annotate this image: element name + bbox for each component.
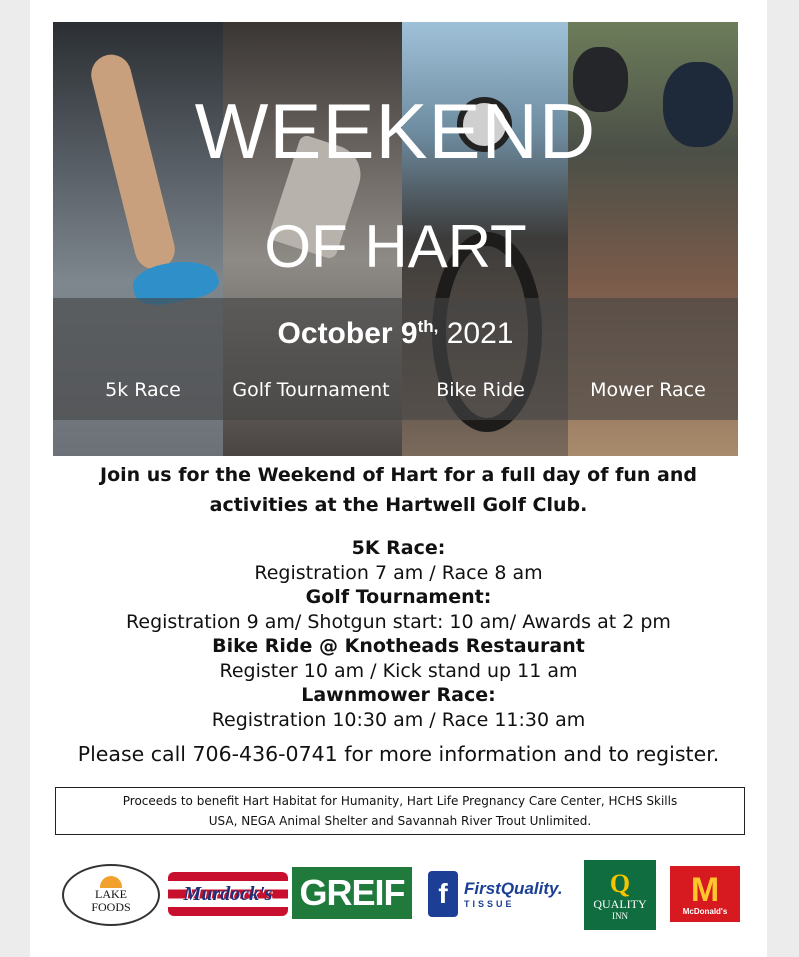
hero-title-line1: WEEKEND [194,87,597,175]
event-label-golf: Golf Tournament [232,379,390,401]
first-quality-icon: f [428,871,458,917]
proceeds-line2: USA, NEGA Animal Shelter and Savannah River Trout Unlimited. [208,814,592,828]
event-schedule [30,536,767,732]
intro-line1: Join us for the Weekend of Hart for a full day of fun and [100,464,697,486]
contact-line [30,742,767,766]
first-quality-subtext: TISSUE [464,899,515,909]
hero-banner [53,22,738,456]
date-suffix: th, [417,317,439,336]
murdocks-logo [168,872,288,916]
event-label-mower: Mower Race [590,379,706,401]
schedule-heading-mower: Lawnmower Race: [301,684,496,706]
greif-logo [292,867,412,919]
first-quality-logo [428,868,568,920]
intro-line2: activities at the Hartwell Golf Club. [209,494,588,516]
schedule-heading-bike: Bike Ride @ Knotheads Restaurant [212,635,585,657]
golden-arches-icon: M [690,870,720,909]
proceeds-line1: Proceeds to benefit Hart Habitat for Humanity, Hart Life Pregnancy Care Center, HCHS Skills [122,794,678,808]
mcdonalds-text: McDonald's [682,906,728,916]
event-label-bike: Bike Ride [436,379,525,401]
mcdonalds-logo [670,866,740,922]
contact-prefix: Please call [77,742,186,766]
lake-foods-text-2: FOODS [91,900,131,914]
schedule-detail-golf: Registration 9 am/ Shotgun start: 10 am/ Awards at 2 pm [126,610,671,633]
quality-inn-mark: Q [609,868,631,898]
first-quality-text: FirstQuality. [464,879,563,898]
murdocks-text: Murdock's [183,882,273,905]
schedule-heading-golf: Golf Tournament: [305,586,492,608]
contact-phone-text: 706-436-0741 for more information and to register. [185,742,720,766]
quality-inn-text-2: INN [612,910,628,921]
quality-inn-logo [584,860,656,930]
hero-title-line2: OF HART [264,213,527,280]
lake-foods-logo [62,864,160,926]
quality-inn-text-1: QUALITY [593,896,647,911]
schedule-detail-bike: Register 10 am / Kick stand up 11 am [219,659,578,682]
schedule-detail-5k: Registration 7 am / Race 8 am [254,561,543,584]
date-year: 2021 [438,317,514,350]
event-date [53,317,738,351]
schedule-detail-mower: Registration 10:30 am / Race 11:30 am [211,708,586,731]
lake-foods-text-1: LAKE [95,887,127,901]
intro-text [30,460,767,520]
schedule-heading-5k: 5K Race: [351,537,446,559]
event-label-5k: 5k Race [105,379,181,401]
proceeds-box [55,787,745,835]
greif-text: GREIF [299,872,405,913]
date-month-day: October 9 [277,317,418,350]
